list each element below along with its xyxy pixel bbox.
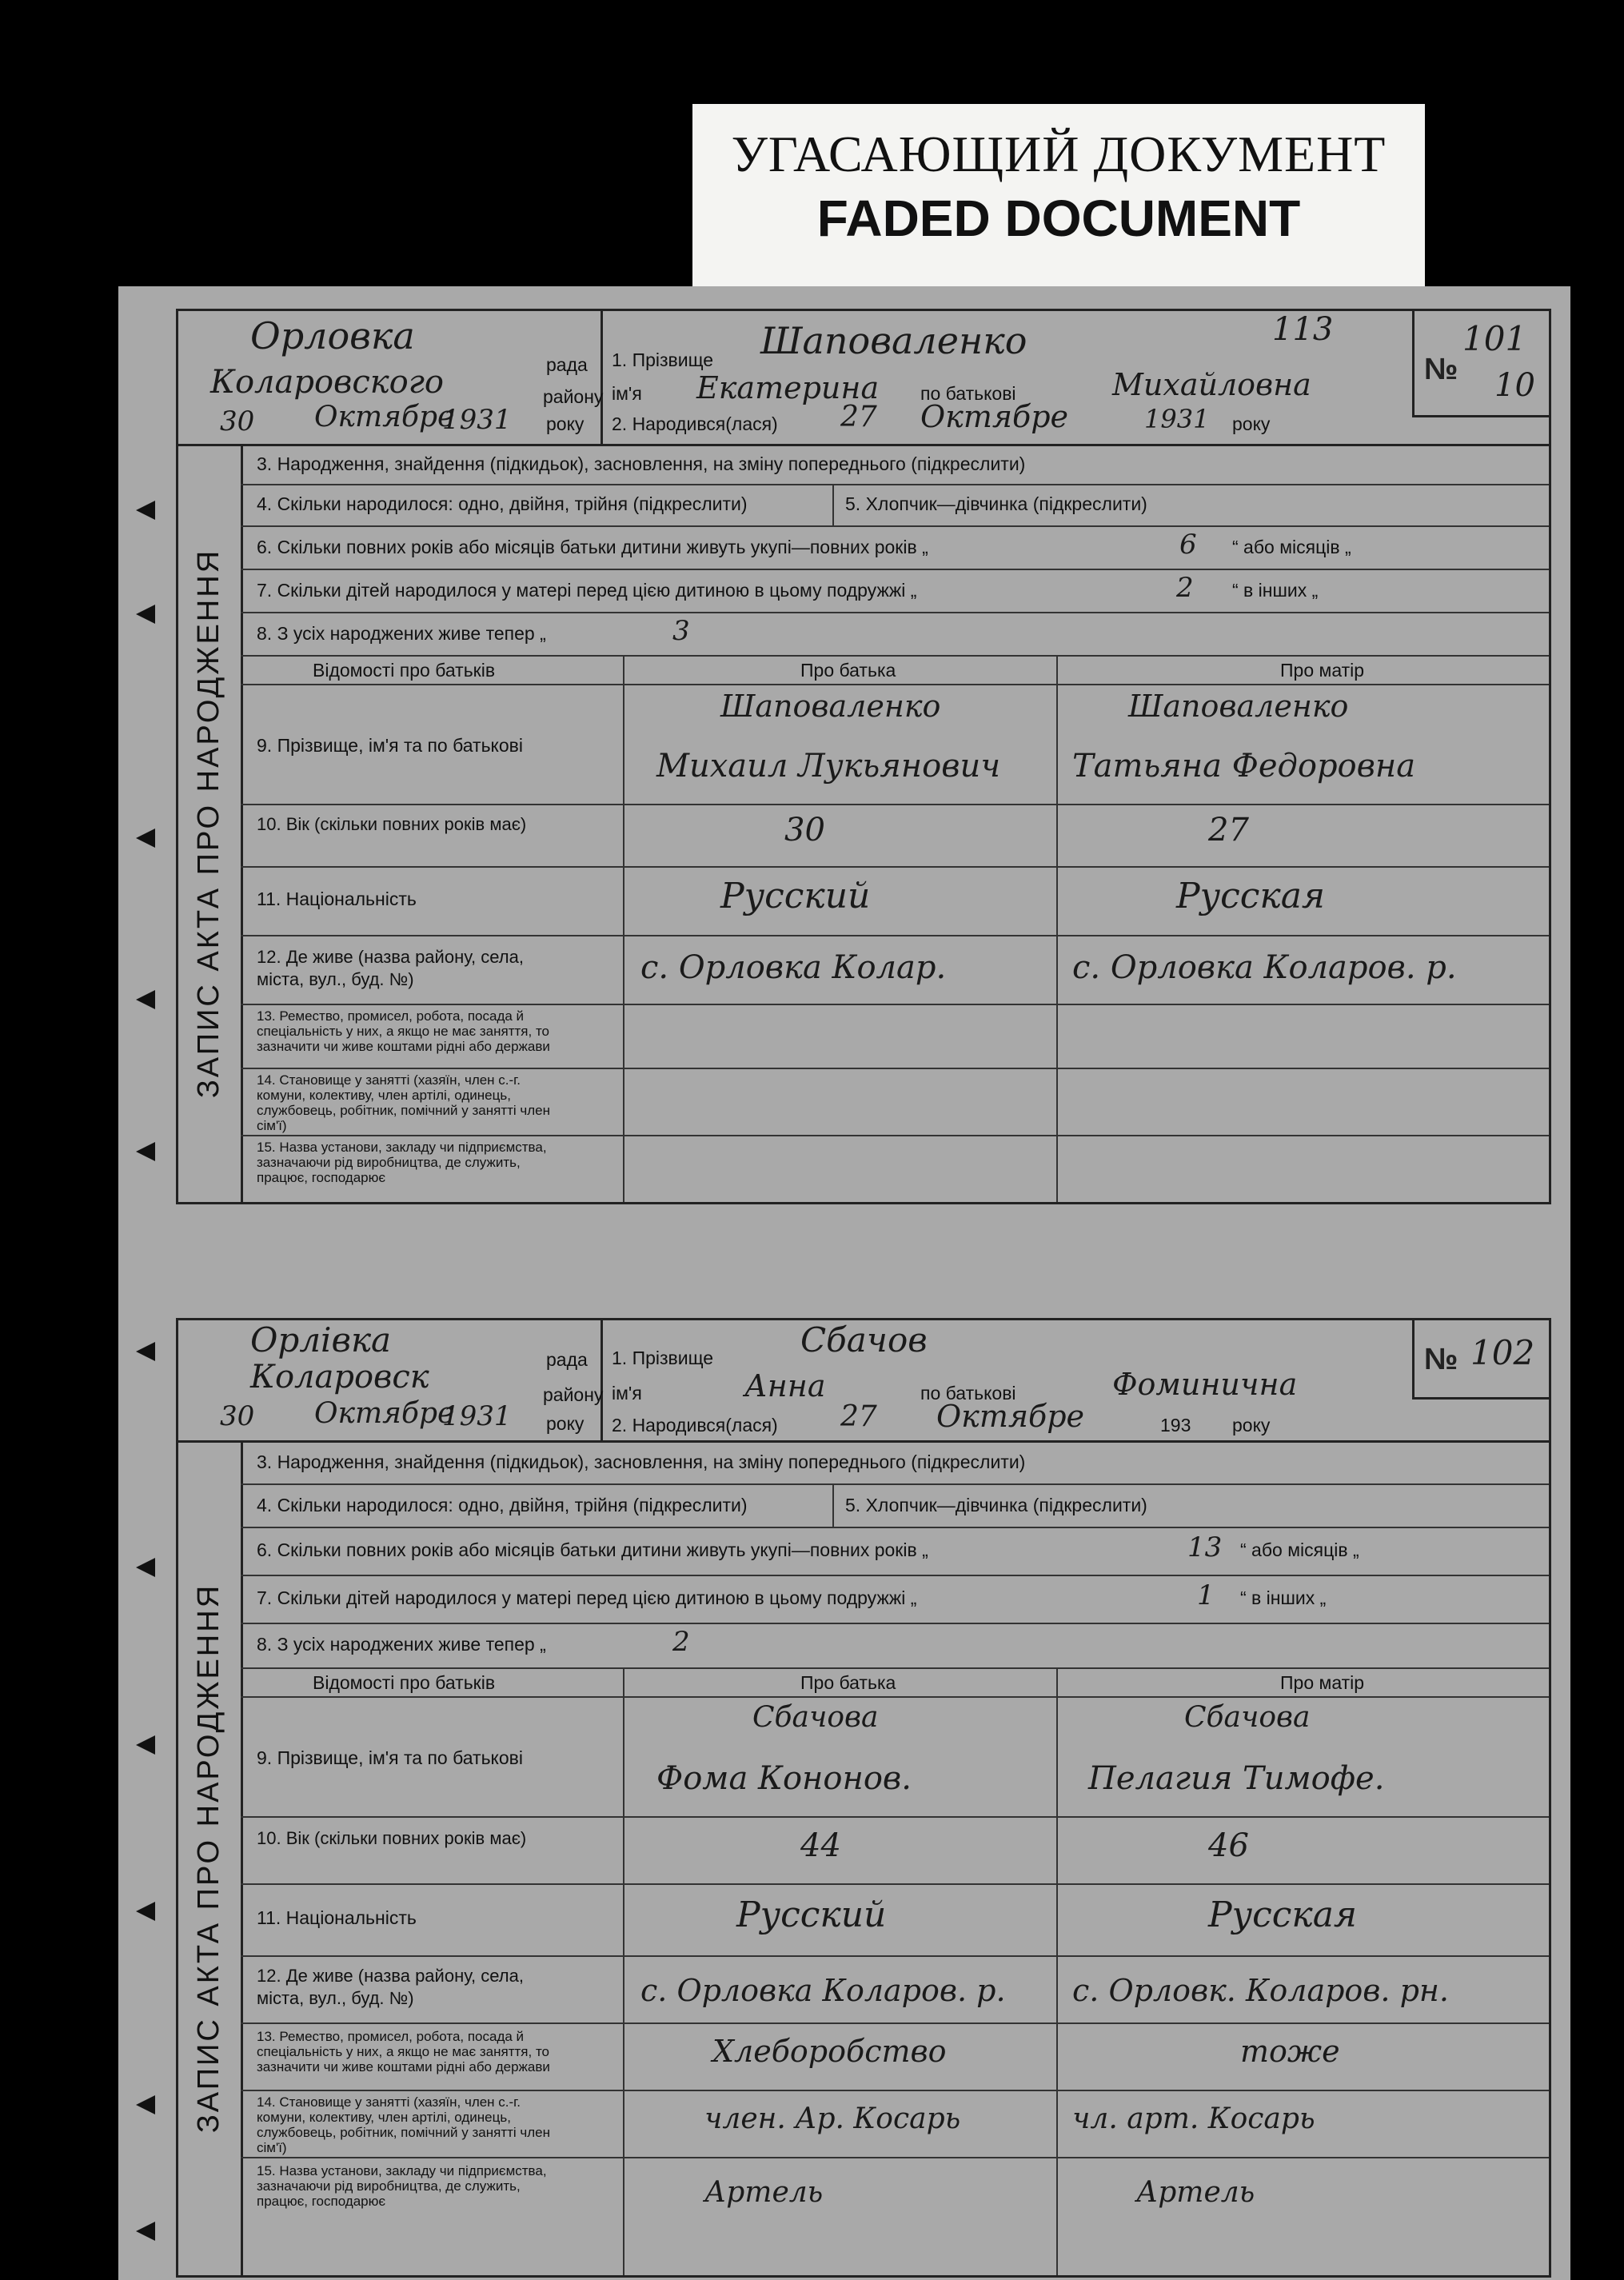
reg-month: Октябре [314,401,455,433]
row-8 [241,1623,1549,1669]
registration-place [178,311,603,444]
row-10 [241,804,1549,868]
punch-hole-icon [136,1558,155,1577]
patronymic-label: по батькові [920,1383,1016,1404]
punch-hole-icon [136,1142,155,1161]
child-names [601,311,1412,444]
mother-header: Про матір [1280,660,1365,681]
parents-header [241,655,1549,685]
row-14-label: 14. Становище у занятті (хазяїн, член с.-г. комуни, колективу, член артілі, одинець, службовець, робітник, помічний у занятті член сім'ї) [257,1072,551,1133]
children-before: 1 [1197,1579,1215,1611]
row-5-label: 5. Хлопчик—дівчинка (підкреслити) [845,493,1147,514]
reg-year: 1931 [442,404,512,436]
record-number-box [1412,1320,1551,1400]
row-3 [241,444,1549,485]
parents-header-label: Відомості про батьків [313,660,496,681]
birth-year: 1931 [1144,404,1210,434]
reg-year: 1931 [442,1400,512,1432]
row-13-label: 13. Ремество, промисел, робота, посада й спеціальність у них, а якщо не має заняття, то зазначити чи живе коштами рідні або держави [257,2029,550,2074]
surname-label: 1. Прізвище [612,349,714,370]
birth-year-label: року [1232,1415,1271,1435]
born-label: 2. Народився(лася) [612,413,778,434]
rada-label: рада [546,1349,588,1370]
name-label: ім'я [612,1383,642,1404]
row-6-label: 6. Скільки повних років або місяців батьки дитини живуть укупі—повних років „ [257,1539,928,1560]
child-name: Екатерина [696,370,880,405]
years-together: 6 [1179,529,1197,561]
reg-month: Октябре [314,1397,455,1430]
birth-day: 27 [840,1400,877,1433]
row-6-label: 6. Скільки повних років або місяців батьки дитини живуть укупі—повних років „ [257,537,928,557]
name-label: ім'я [612,383,642,404]
birth-month: Октябре [920,399,1069,434]
stamp-line-english: FADED DOCUMENT [816,190,1301,247]
side-title-text: ЗАПИС АКТА ПРО НАРОДЖЕННЯ [192,548,226,1098]
child-patronymic: Михайловна [1112,367,1311,402]
row-7 [241,569,1549,613]
year-label: року [546,1413,585,1434]
record-number: 101 [1462,319,1527,358]
district-handwritten: Коларовского [210,364,444,401]
row-4-label: 4. Скільки народилося: одно, двійня, трійня (підкреслити) [257,1495,748,1515]
number-sign: № [1424,353,1458,386]
father-age: 30 [784,812,825,849]
birth-record-form-1 [176,309,1551,1204]
row-12 [241,935,1549,1005]
row-8 [241,612,1549,657]
form-rows [241,444,1549,1202]
row-13 [241,1004,1549,1069]
row-15-label: 15. Назва установи, закладу чи підприємства, зазначаючи рід виробництва, де служить, працює, господарює [257,1140,547,1185]
mother-name: Татьяна Федоровна [1072,748,1416,785]
reg-day: 30 [220,405,255,437]
divider [832,484,834,525]
row-13 [241,2022,1549,2091]
mother-nationality: Русская [1176,876,1326,916]
living-now: 3 [672,615,690,647]
row-12-label: 12. Де живе (назва району, села, міста, вул., буд. №) [257,1966,524,2008]
district-label: району [543,386,604,407]
document-page [118,286,1570,2280]
row-9-label: 9. Прізвище, ім'я та по батькові [257,735,523,756]
row-3-label: 3. Народження, знайдення (підкидьок), засновлення, на зміну попереднього (підкреслити) [257,453,1026,474]
punch-hole-icon [136,2095,155,2114]
year-label: року [546,413,585,434]
form-rows [241,1440,1549,2275]
row-14 [241,1068,1549,1136]
punch-hole-icon [136,829,155,848]
row-6 [241,1527,1549,1576]
punch-hole-icon [136,501,155,520]
birth-year-prefix: 193 [1160,1415,1191,1435]
reg-day: 30 [220,1400,255,1432]
stamp-line-russian: УГАСАЮЩИЙ ДОКУМЕНТ [731,126,1387,182]
child-patronymic: Фоминична [1112,1367,1298,1402]
row-11 [241,1883,1549,1957]
row-7-other-label: “ в інших „ [1240,1587,1327,1608]
row-12 [241,1955,1549,2024]
row-12-label: 12. Де живе (назва району, села, міста, вул., буд. №) [257,947,524,989]
father-status: член. Ар. Косарь [704,2102,961,2135]
row-13-label: 13. Ремество, промисел, робота, посада й спеціальність у них, а якщо не має заняття, то зазначити чи живе коштами рідні або держави [257,1008,550,1054]
child-surname: Шаповаленко [760,319,1027,362]
child-surname: Сбачов [800,1320,928,1360]
registration-place [178,1320,603,1440]
row-9-label: 9. Прізвище, ім'я та по батькові [257,1747,523,1768]
child-names [601,1320,1412,1440]
row-4-5 [241,484,1549,527]
rada-label: рада [546,354,588,375]
mother-status: чл. арт. Косарь [1072,2102,1315,2135]
row-8-label: 8. З усіх народжених живе тепер „ [257,623,546,644]
row-5-label: 5. Хлопчик—дівчинка (підкреслити) [845,1495,1147,1515]
children-before: 2 [1176,572,1194,604]
faded-document-stamp [692,104,1425,293]
mother-organization: Артель [1136,2176,1255,2209]
father-address: с. Орловка Коларов. р. [640,1973,1006,2008]
parents-header-label: Відомості про батьків [313,1672,496,1693]
number-sign: № [1424,1343,1458,1376]
father-age: 44 [800,1827,841,1864]
punch-hole-icon [136,605,155,624]
mother-address: с. Орловка Коларов. р. [1072,949,1457,986]
row-7-label: 7. Скільки дітей народилося у матері перед цією дитиною в цьому подружжі „ [257,1587,917,1608]
row-10-label: 10. Вік (скільки повних років має) [257,1828,527,1848]
row-3-label: 3. Народження, знайдення (підкидьок), засновлення, на зміну попереднього (підкреслити) [257,1451,1026,1472]
father-nationality: Русский [736,1895,887,1935]
father-surname: Шаповаленко [720,689,941,724]
side-title-text: ЗАПИС АКТА ПРО НАРОДЖЕННЯ [192,1583,226,2133]
mother-nationality: Русская [1208,1895,1358,1935]
punch-hole-icon [136,990,155,1009]
punch-hole-icon [136,2222,155,2241]
district-label: району [543,1384,604,1405]
father-nationality: Русский [720,876,871,916]
birth-day: 27 [840,401,877,433]
living-now: 2 [672,1626,690,1658]
row-6-months-label: “ або місяців „ [1232,537,1351,557]
mother-surname: Шаповаленко [1128,689,1349,724]
row-11-label: 11. Національність [257,1907,417,1928]
row-7-label: 7. Скільки дітей народилося у матері перед цією дитиною в цьому подружжі „ [257,580,917,601]
mother-age: 46 [1208,1827,1249,1864]
birth-record-form-2 [176,1318,1551,2278]
punch-hole-icon [136,1735,155,1755]
record-number-box [1412,311,1551,417]
surname-label: 1. Прізвище [612,1348,714,1368]
row-14 [241,2090,1549,2158]
father-surname: Сбачова [752,1701,879,1734]
mother-surname: Сбачова [1184,1701,1311,1734]
row-3 [241,1440,1549,1485]
stamp-number: 113 [1272,311,1334,348]
father-organization: Артель [704,2176,824,2209]
birth-month: Октябре [936,1399,1085,1434]
row-6 [241,525,1549,570]
row-15 [241,2157,1549,2237]
row-9 [241,684,1549,805]
side-title [178,1440,243,2275]
row-15 [241,1135,1549,1204]
row-11-label: 11. Національність [257,888,417,909]
divider [832,1483,834,1527]
village-handwritten: Орловка [250,314,415,357]
patronymic-label: по батькові [920,383,1016,404]
mother-occupation: тоже [1240,2034,1340,2069]
father-header: Про батька [800,660,896,681]
row-4-label: 4. Скільки народилося: одно, двійня, трійня (підкреслити) [257,493,748,514]
row-7 [241,1575,1549,1624]
row-14-label: 14. Становище у занятті (хазяїн, член с.-г. комуни, колективу, член артілі, одинець, службовець, робітник, помічний у занятті член сім'ї) [257,2094,551,2155]
row-7-other-label: “ в інших „ [1232,580,1319,601]
row-9 [241,1696,1549,1818]
record-number-2: 10 [1494,367,1535,404]
row-10-label: 10. Вік (скільки повних років має) [257,814,527,834]
form-header [178,311,1549,446]
row-8-label: 8. З усіх народжених живе тепер „ [257,1634,546,1655]
punch-hole-icon [136,1902,155,1921]
side-title [178,444,243,1202]
father-occupation: Хлеборобство [712,2034,947,2069]
parents-header [241,1667,1549,1698]
mother-address: с. Орловк. Коларов. рн. [1072,1973,1450,2008]
child-name: Анна [744,1368,826,1404]
district-handwritten: Коларовск [250,1359,429,1396]
father-header: Про батька [800,1672,896,1693]
row-4-5 [241,1483,1549,1528]
village-handwritten: Орлівка [250,1320,392,1360]
years-together: 13 [1187,1531,1223,1563]
row-10 [241,1816,1549,1885]
father-address: с. Орловка Колар. [640,949,947,986]
form-header [178,1320,1549,1443]
row-11 [241,866,1549,936]
father-name: Михаил Лукьянович [656,748,1001,785]
birth-year-label: року [1232,413,1271,434]
mother-header: Про матір [1280,1672,1365,1693]
mother-name: Пелагия Тимофе. [1088,1760,1385,1797]
row-6-months-label: “ або місяців „ [1240,1539,1359,1560]
father-name: Фома Кононов. [656,1760,912,1797]
mother-age: 27 [1208,812,1249,849]
born-label: 2. Народився(лася) [612,1415,778,1435]
record-number: 102 [1470,1333,1535,1372]
punch-hole-icon [136,1342,155,1361]
row-15-label: 15. Назва установи, закладу чи підприємства, зазначаючи рід виробництва, де служить, працює, господарює [257,2163,547,2209]
